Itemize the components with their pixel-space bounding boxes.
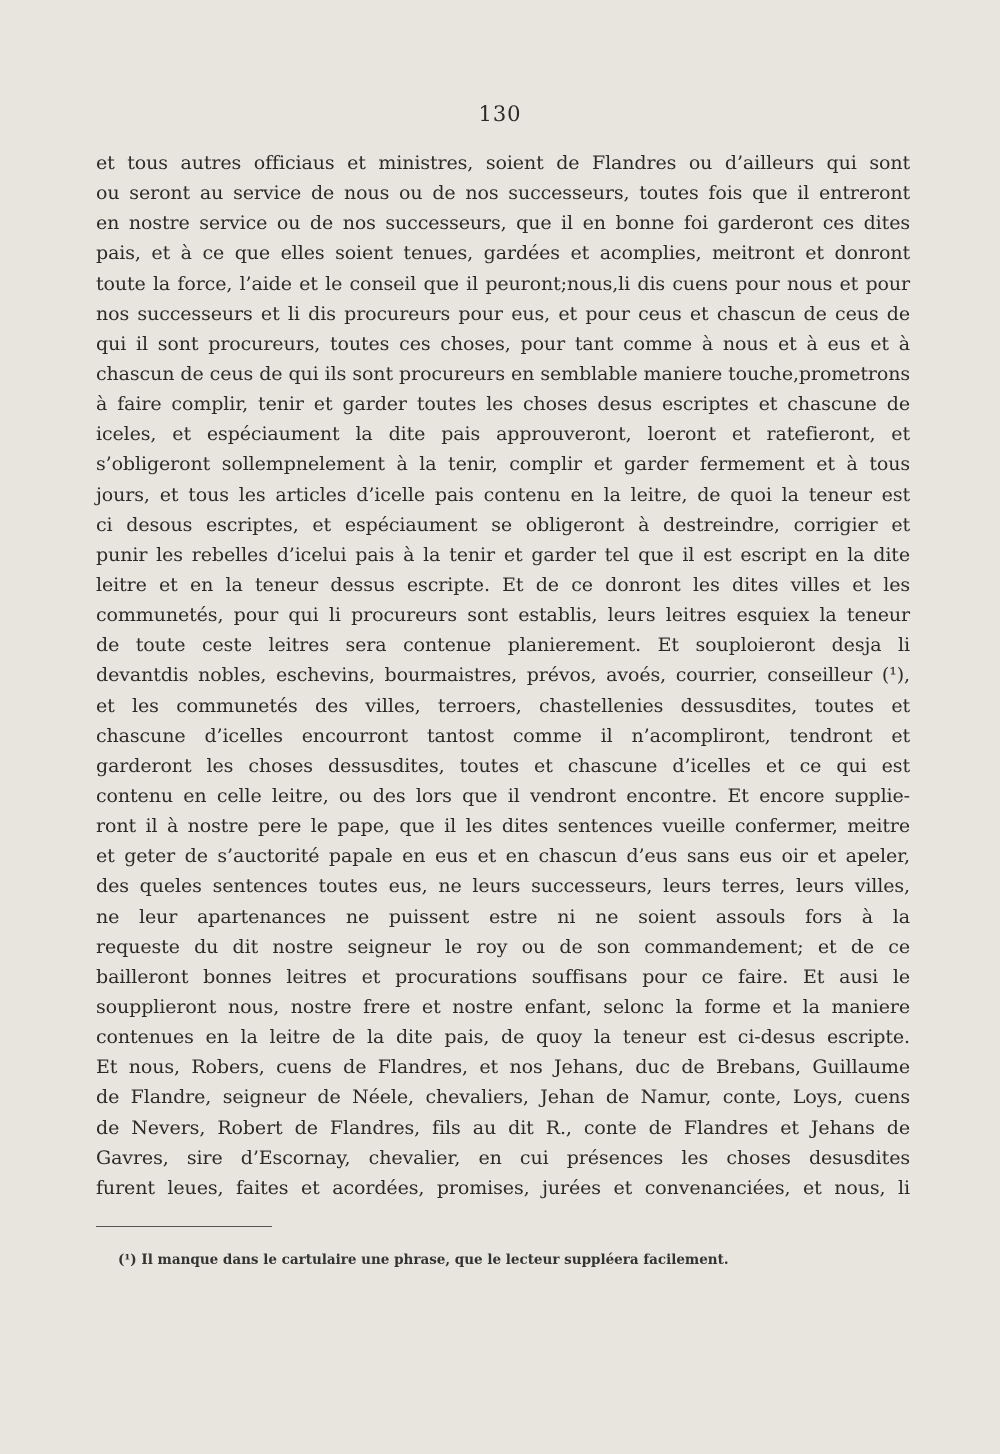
- text-line: à faire complir, tenir et garder toutes les choses desus escriptes et chascune de: [96, 393, 910, 416]
- text-line: requeste du dit nostre seigneur le roy ou de son commandement; et de ce: [96, 935, 910, 958]
- text-line: jours, et tous les articles d’icelle pais contenu en la leitre, de quoi la teneur est: [96, 483, 910, 506]
- text-line: ci desous escriptes, et espéciaument se obligeront à destreindre, corrigier et: [96, 513, 910, 536]
- text-line: ne leur apartenances ne puissent estre ni ne soient assouls fors à la: [96, 905, 910, 928]
- text-line: Et nous, Robers, cuens de Flandres, et nos Jehans, duc de Brebans, Guillaume: [96, 1056, 910, 1079]
- text-line: qui il sont procureurs, toutes ces choses, pour tant comme à nous et à eus et à: [96, 332, 910, 355]
- text-line: leitre et en la teneur dessus escripte. Et de ce donront les dites villes et les: [96, 573, 910, 596]
- text-line: furent leues, faites et acordées, promises, jurées et convenanciées, et nous, li: [96, 1176, 910, 1199]
- text-line: de Nevers, Robert de Flandres, fils au dit R., conte de Flandres et Jehans de: [96, 1116, 910, 1139]
- text-line: contenu en celle leitre, ou des lors que il vendront encontre. Et encore supplie-: [96, 784, 910, 807]
- page-number: 130: [478, 102, 522, 126]
- text-line: bailleront bonnes leitres et procurations souffisans pour ce faire. Et ausi le: [96, 965, 910, 988]
- text-line: et les communetés des villes, terroers, chastellenies dessusdites, toutes et: [96, 694, 910, 717]
- text-line: en nostre service ou de nos successeurs, que il en bonne foi garderont ces dites: [96, 212, 910, 235]
- text-line: punir les rebelles d’icelui pais à la tenir et garder tel que il est escript en la dite: [96, 543, 910, 566]
- text-line: chascun de ceus de qui ils sont procureurs en semblable maniere touche,prometrons: [96, 362, 910, 385]
- text-line: pais, et à ce que elles soient tenues, gardées et acomplies, meitront et donront: [96, 242, 910, 265]
- text-line: ou seront au service de nous ou de nos successeurs, toutes fois que il entreront: [96, 182, 910, 205]
- text-line: et geter de s’auctorité papale en eus et en chascun d’eus sans eus oir et apeler,: [96, 845, 910, 868]
- text-line: toute la force, l’aide et le conseil que il peuront;nous,li dis cuens pour nous et pour: [96, 272, 910, 295]
- text-line: des queles sentences toutes eus, ne leurs successeurs, leurs terres, leurs villes,: [96, 875, 910, 898]
- text-line: contenues en la leitre de la dite pais, de quoy la teneur est ci-desus escripte.: [96, 1026, 910, 1049]
- text-line: nos successeurs et li dis procureurs pour eus, et pour ceus et chascun de ceus de: [96, 302, 910, 325]
- text-line: garderont les choses dessusdites, toutes et chascune d’icelles et ce qui est: [96, 754, 910, 777]
- body-text: [96, 148, 910, 1203]
- text-line: Gavres, sire d’Escornay, chevalier, en cui présences les choses desusdites: [96, 1146, 910, 1169]
- text-line: s’obligeront sollempnelement à la tenir, complir et garder fermement et à tous: [96, 453, 910, 476]
- text-line: ront il à nostre pere le pape, que il les dites sentences vueille confermer, meitre: [96, 815, 910, 838]
- text-line: communetés, pour qui li procureurs sont establis, leurs leitres esquiex la teneur: [96, 604, 910, 627]
- footnote-divider: [96, 1226, 272, 1227]
- text-line: devantdis nobles, eschevins, bourmaistres, prévos, avoés, courrier, conseilleur (¹),: [96, 664, 910, 687]
- text-line: de Flandre, seigneur de Néele, chevaliers, Jehan de Namur, conte, Loys, cuens: [96, 1086, 910, 1109]
- text-line: et tous autres officiaus et ministres, soient de Flandres ou d’ailleurs qui sont: [96, 152, 910, 174]
- text-line: chascune d’icelles encourront tantost comme il n’acompliront, tendront et: [96, 724, 910, 747]
- text-line: soupplieront nous, nostre frere et nostre enfant, selonc la forme et la maniere: [96, 995, 910, 1018]
- text-line: de toute ceste leitres sera contenue planierement. Et souploieront desja li: [96, 634, 910, 657]
- footnote: (¹) Il manque dans le cartulaire une phrase, que le lecteur suppléera facilement.: [118, 1252, 729, 1268]
- text-line: iceles, et espéciaument la dite pais approuveront, loeront et ratefieront, et: [96, 423, 910, 446]
